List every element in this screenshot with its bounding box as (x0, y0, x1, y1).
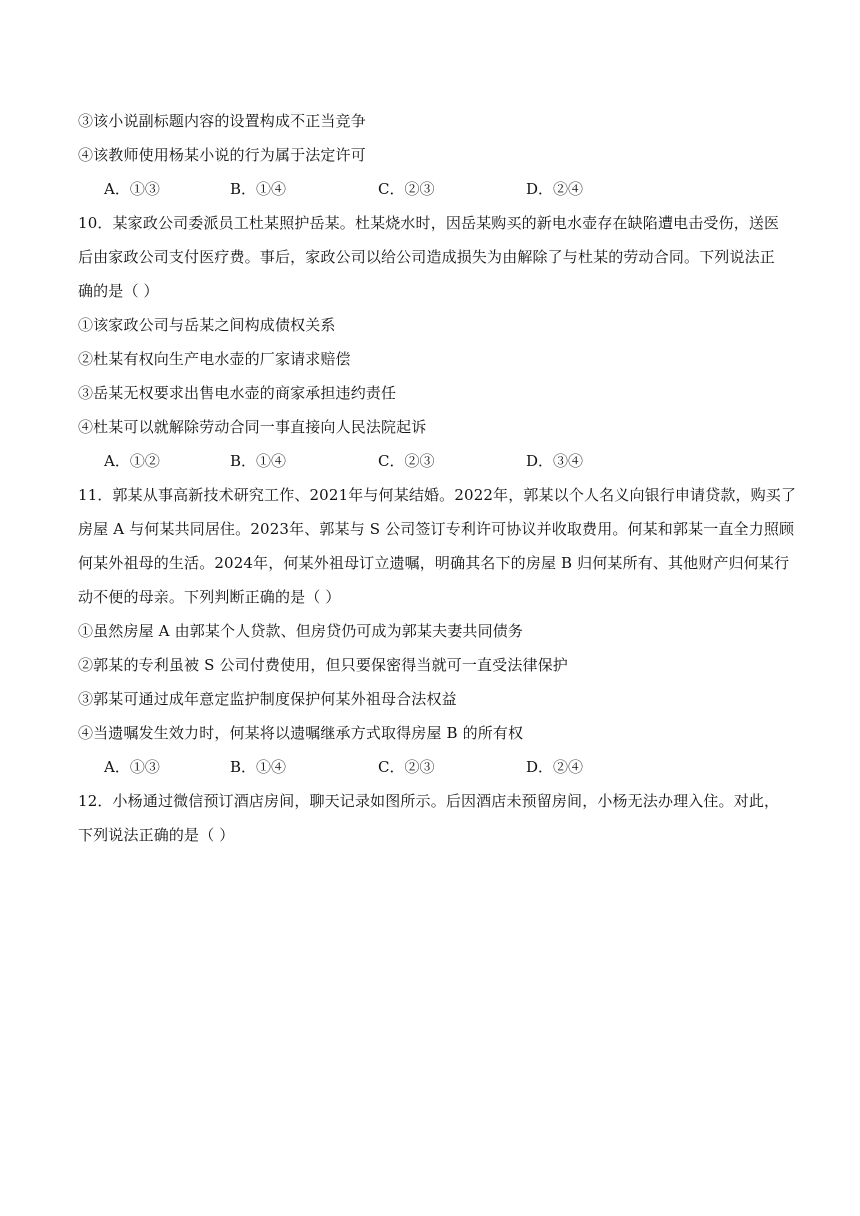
q11-option-b: B．①④ (230, 758, 287, 776)
q10-statement-4: ④杜某可以就解除劳动合同一事直接向人民法院起诉 (78, 418, 427, 436)
q12-stem-line-2: 下列说法正确的是（ ） (78, 826, 235, 844)
q11-option-c: C．②③ (378, 758, 435, 776)
q11-stem-line-2: 房屋 A 与何某共同居住。2023年、郭某与 S 公司签订专利许可协议并收取费用。何某和郭某一直全力照顾 (78, 520, 795, 538)
q10-option-d: D．③④ (526, 452, 584, 470)
q10-statement-1: ①该家政公司与岳某之间构成债权关系 (78, 316, 336, 334)
q11-option-a: A．①③ (104, 758, 160, 776)
q10-stem-line-2: 后由家政公司支付医疗费。事后，家政公司以给公司造成损失为由解除了与杜某的劳动合同。下列说法正 (78, 248, 775, 266)
q12-stem-line-1: 12．小杨通过微信预订酒店房间，聊天记录如图所示。后因酒店未预留房间，小杨无法办理入住。对此， (78, 792, 780, 810)
q10-statement-2: ②杜某有权向生产电水壶的厂家请求赔偿 (78, 350, 351, 368)
q9-option-d: D．②④ (526, 180, 584, 198)
q10-stem-line-3: 确的是（ ） (78, 282, 159, 300)
q10-statement-3: ③岳某无权要求出售电水壶的商家承担违约责任 (78, 384, 397, 402)
q11-statement-4: ④当遗嘱发生效力时，何某将以遗嘱继承方式取得房屋 B 的所有权 (78, 724, 524, 742)
q11-statement-2: ②郭某的专利虽被 S 公司付费使用，但只要保密得当就可一直受法律保护 (78, 656, 568, 674)
q11-statement-1: ①虽然房屋 A 由郭某个人贷款、但房贷仍可成为郭某夫妻共同债务 (78, 622, 524, 640)
q10-options (104, 451, 664, 471)
q11-stem-line-1: 11．郭某从事高新技术研究工作、2021年与何某结婚。2022年，郭某以个人名义向银行申请贷款，购买了 (78, 486, 797, 504)
q10-stem-line-1: 10．某家政公司委派员工杜某照护岳某。杜某烧水时，因岳某购买的新电水壶存在缺陷遭电击受伤，送医 (78, 214, 780, 232)
q11-statement-3: ③郭某可通过成年意定监护制度保护何某外祖母合法权益 (78, 690, 457, 708)
q10-option-c: C．②③ (378, 452, 435, 470)
q9-options (104, 179, 664, 199)
q11-options (104, 757, 664, 777)
q9-statement-4: ④该教师使用杨某小说的行为属于法定许可 (78, 146, 366, 164)
q11-option-d: D．②④ (526, 758, 584, 776)
q9-option-a: A．①③ (104, 180, 160, 198)
q9-option-c: C．②③ (378, 180, 435, 198)
q10-option-a: A．①② (104, 452, 160, 470)
q11-stem-line-3: 何某外祖母的生活。2024年，何某外祖母订立遗嘱，明确其名下的房屋 B 归何某所有、其他财产归何某行 (78, 554, 790, 572)
q10-option-b: B．①④ (230, 452, 287, 470)
q11-stem-line-4: 动不便的母亲。下列判断正确的是（ ） (78, 588, 341, 606)
q9-option-b: B．①④ (230, 180, 287, 198)
q9-statement-3: ③该小说副标题内容的设置构成不正当竞争 (78, 112, 366, 130)
